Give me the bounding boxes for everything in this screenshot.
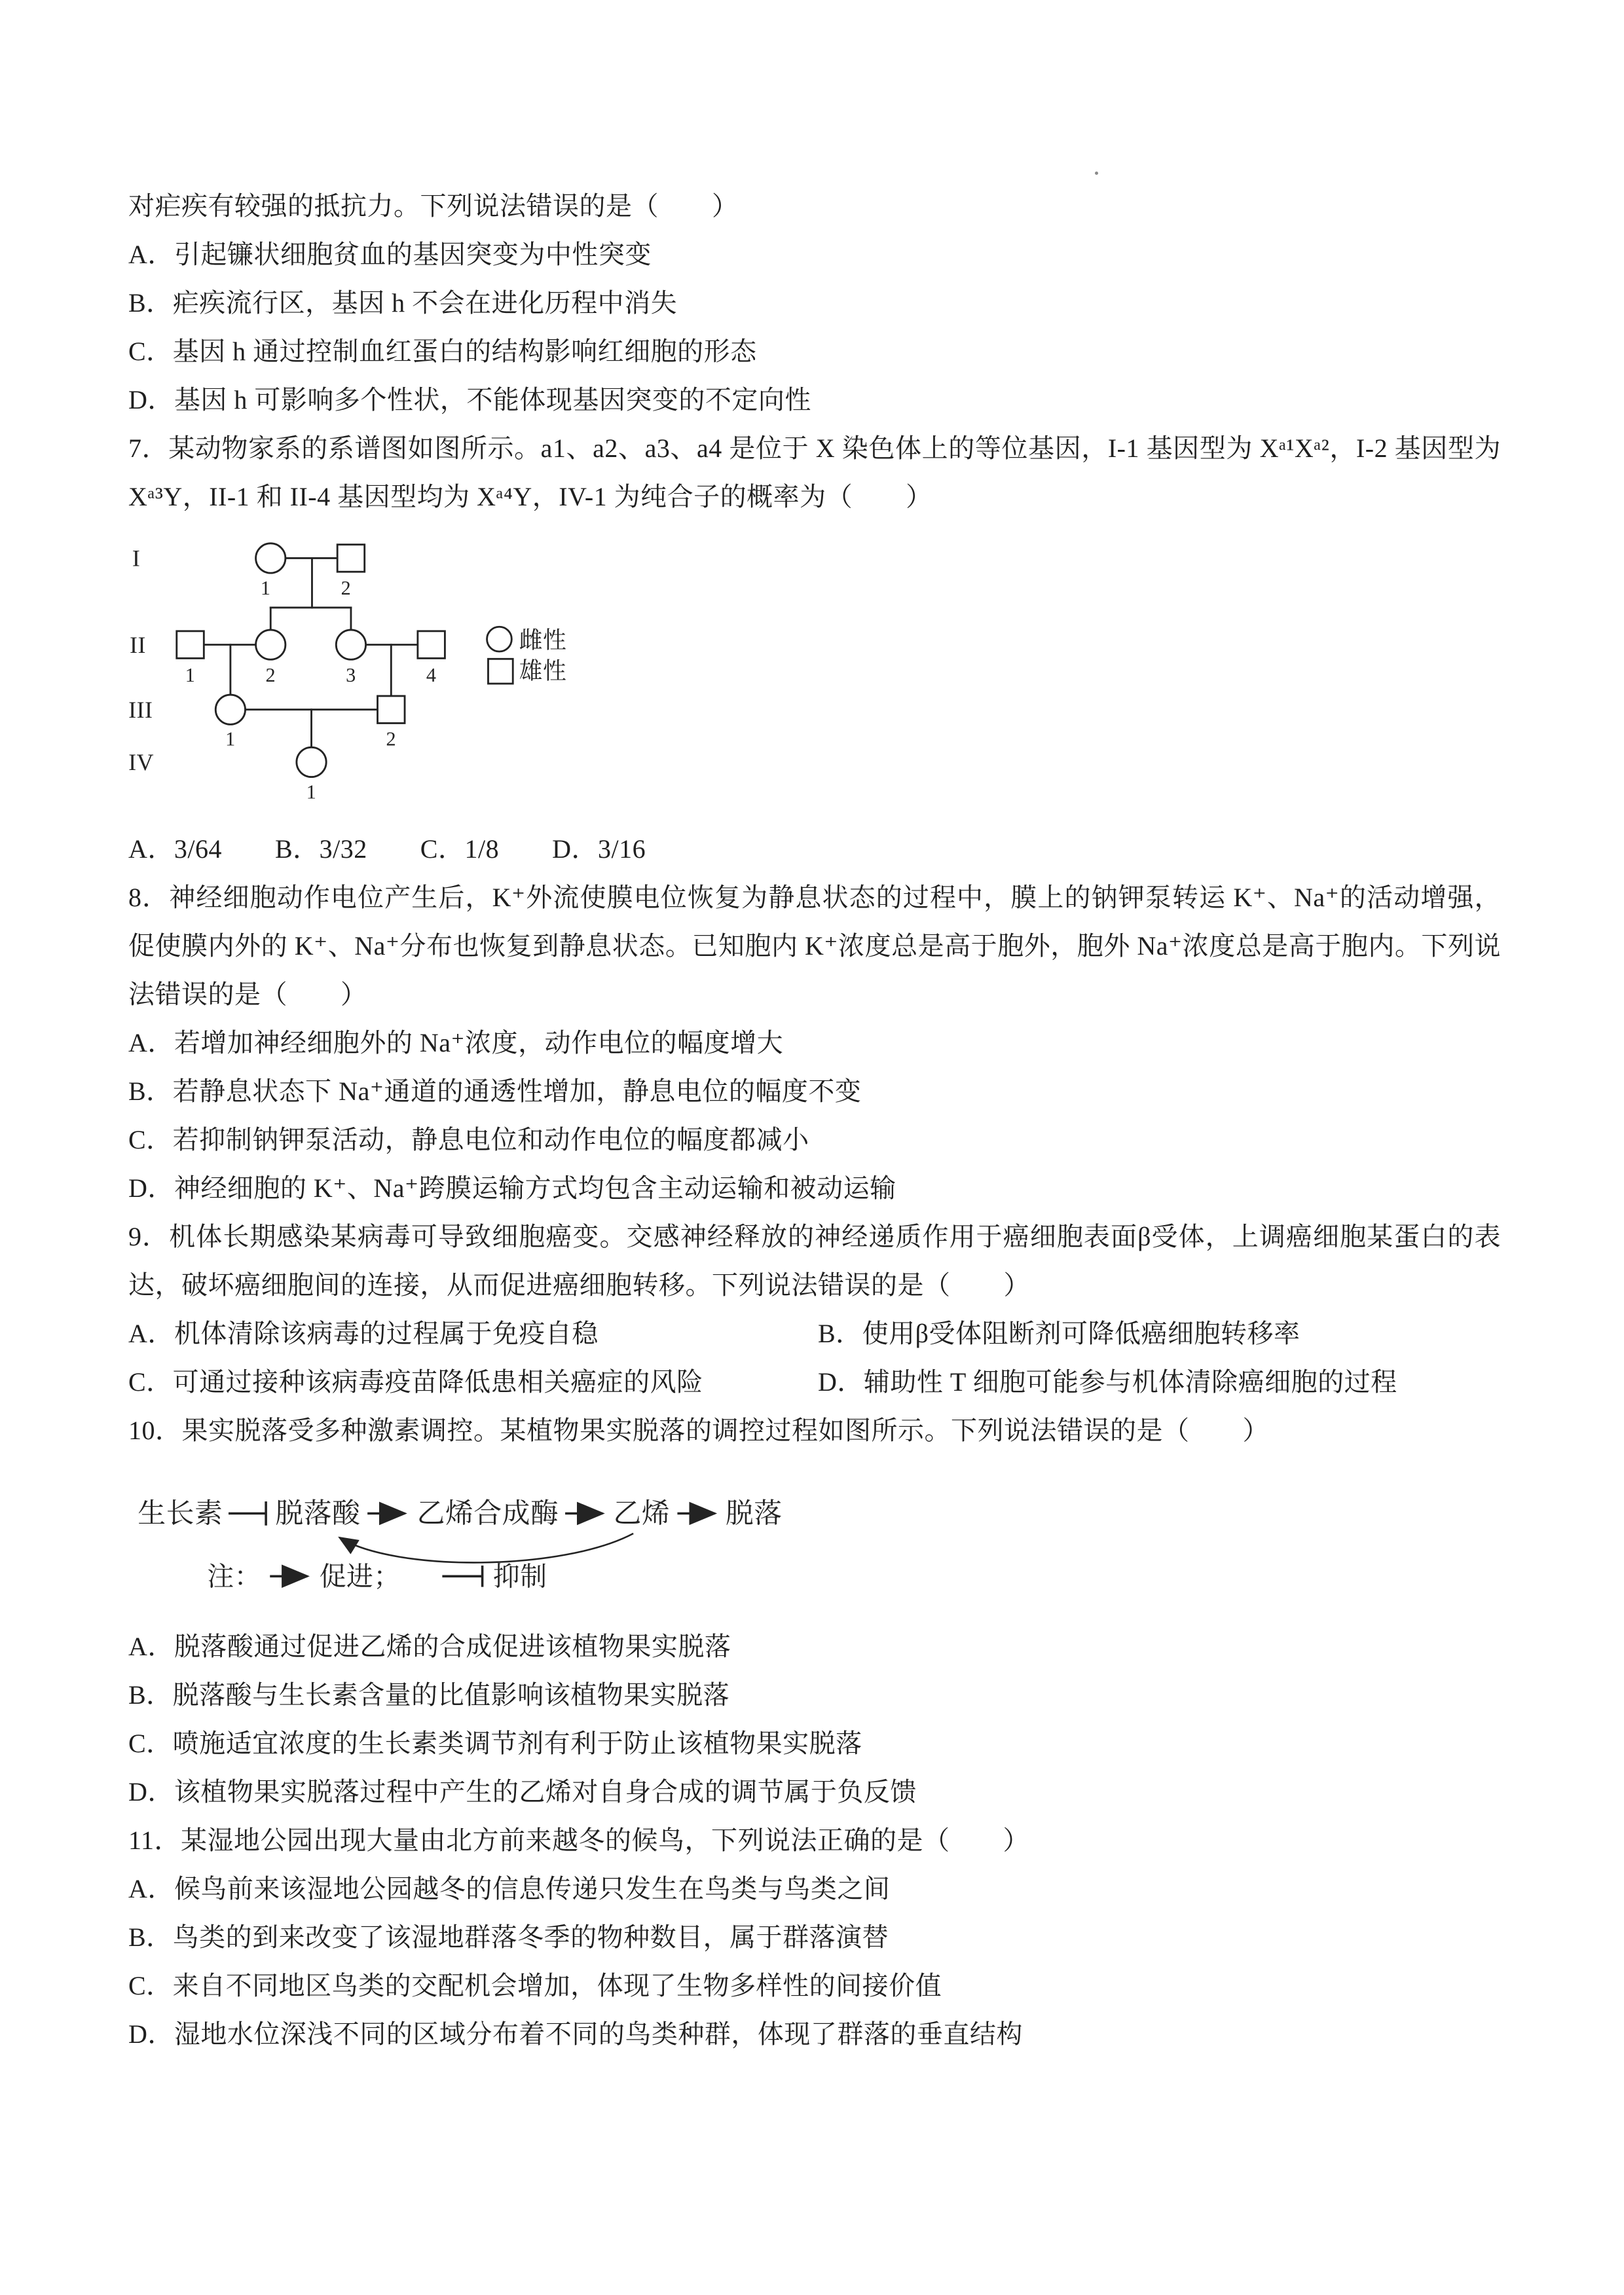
q10-option-d: D．该植物果实脱落过程中产生的乙烯对自身合成的调节属于负反馈	[128, 1777, 917, 1807]
q10-stem: 10．果实脱落受多种激素调控。某植物果实脱落的调控过程如图所示。下列说法错误的是（ ）	[128, 1416, 1269, 1445]
q6-option-a: A．引起镰状细胞贫血的基因突变为中性突变	[128, 240, 652, 269]
legend-male-label: 雄性	[519, 657, 567, 684]
q6-option-c: C．基因 h 通过控制血红蛋白的结构影响红细胞的形态	[128, 337, 757, 366]
note-label: 注：	[207, 1562, 261, 1592]
pedigree-num: 2	[341, 577, 352, 600]
gen-label-4: IV	[128, 749, 154, 776]
pedigree-num: 1	[260, 577, 271, 600]
pedigree-num: 2	[265, 664, 276, 687]
legend-female-label: 雌性	[519, 627, 567, 653]
node-auxin: 生长素	[138, 1498, 223, 1530]
q9-option-c: C．可通过接种该病毒疫苗降低患相关癌症的风险	[128, 1367, 703, 1397]
pedigree-num: 1	[225, 727, 236, 750]
q6-option-b: B．疟疾流行区，基因 h 不会在进化历程中消失	[128, 288, 678, 318]
q7-options-inline: A．3/64 B．3/32 C．1/8 D．3/16	[128, 834, 646, 864]
q10-option-a: A．脱落酸通过促进乙烯的合成促进该植物果实脱落	[128, 1632, 731, 1661]
node-abscisic-acid: 脱落酸	[275, 1498, 361, 1530]
q9-stem: 9．机体长期感染某病毒可导致细胞癌变。交感神经释放的神经递质作用于癌细胞表面β受体，上调癌细胞某蛋白的表达，破坏癌细胞间的连接，从而促进癌细胞转移。下列说法错误的是（ ）	[128, 1222, 1501, 1300]
scan-artifact-dot	[1095, 172, 1098, 175]
q11-option-a: A．候鸟前来该湿地公园越冬的信息传递只发生在鸟类与鸟类之间	[128, 1874, 891, 1903]
gen-label-1: I	[132, 545, 141, 572]
question-9	[128, 1213, 1501, 1406]
hormone-diagram-figure	[128, 1467, 1501, 1616]
pedigree-chart	[128, 530, 660, 805]
q9-option-b: B．使用β受体阻断剂可降低癌细胞转移率	[818, 1319, 1301, 1348]
question-10	[128, 1406, 1501, 1816]
q9-option-d: D．辅助性 T 细胞可能参与机体清除癌细胞的过程	[818, 1367, 1397, 1397]
pedigree-num: 3	[346, 664, 356, 687]
q10-option-c: C．喷施适宜浓度的生长素类调节剂有利于防止该植物果实脱落	[128, 1729, 862, 1758]
gen-label-3: III	[128, 696, 153, 723]
q6-stem: 对疟疾有较强的抵抗力。下列说法错误的是（ ）	[128, 191, 739, 221]
q8-option-d: D．神经细胞的 K⁺、Na⁺跨膜运输方式均包含主动运输和被动运输	[128, 1173, 896, 1203]
q8-option-c: C．若抑制钠钾泵活动，静息电位和动作电位的幅度都减小	[128, 1125, 809, 1154]
q9-options-row-1	[128, 1310, 1501, 1358]
hormone-pathway-chart	[128, 1467, 796, 1600]
gen-label-2: II	[130, 631, 146, 658]
q7-stem: 7．某动物家系的系谱图如图所示。a1、a2、a3、a4 是位于 X 染色体上的等位基因，I-1 基因型为 Xᵃ¹Xᵃ²，I-2 基因型为 Xᵃ³Y，II-1 和 II-4 基因型均为 Xᵃ⁴Y，IV-1 为纯合子的概率为（ ）	[128, 433, 1501, 511]
exam-content	[128, 182, 1501, 2059]
pedigree-num: 4	[426, 664, 437, 687]
question-8	[128, 873, 1501, 1213]
q11-option-d: D．湿地水位深浅不同的区域分布着不同的鸟类种群，体现了群落的垂直结构	[128, 2019, 1023, 2049]
pedigree-figure	[128, 530, 1501, 821]
q11-option-b: B．鸟类的到来改变了该湿地群落冬季的物种数目，属于群落演替	[128, 1922, 889, 1952]
question-6	[128, 182, 1501, 424]
note-inhibit-label: 抑制	[492, 1562, 547, 1592]
pedigree-num: 1	[306, 780, 317, 803]
q8-option-a: A．若增加神经细胞外的 Na⁺浓度，动作电位的幅度增大	[128, 1028, 784, 1057]
q8-option-b: B．若静息状态下 Na⁺通道的通透性增加，静息电位的幅度不变	[128, 1076, 862, 1106]
q11-stem: 11．某湿地公园出现大量由北方前来越冬的候鸟，下列说法正确的是（ ）	[128, 1826, 1030, 1855]
node-ethylene: 乙烯	[613, 1498, 671, 1530]
pedigree-num: 2	[386, 727, 397, 750]
question-7	[128, 424, 1501, 873]
q10-option-b: B．脱落酸与生长素含量的比值影响该植物果实脱落	[128, 1680, 730, 1710]
question-11	[128, 1816, 1501, 2059]
node-abscission: 脱落	[725, 1498, 783, 1530]
q9-options-row-2	[128, 1358, 1501, 1406]
q6-option-d: D．基因 h 可影响多个性状，不能体现基因突变的不定向性	[128, 385, 811, 414]
note-promote-label: 促进；	[319, 1562, 401, 1592]
node-ethylene-synthase: 乙烯合成酶	[416, 1498, 559, 1530]
pedigree-num: 1	[185, 664, 196, 687]
q9-option-a: A．机体清除该病毒的过程属于免疫自稳	[128, 1319, 599, 1348]
q11-option-c: C．来自不同地区鸟类的交配机会增加，体现了生物多样性的间接价值	[128, 1971, 942, 2000]
q8-stem: 8．神经细胞动作电位产生后，K⁺外流使膜电位恢复为静息状态的过程中，膜上的钠钾泵转运 K⁺、Na⁺的活动增强，促使膜内外的 K⁺、Na⁺分布也恢复到静息状态。已知胞内 K⁺浓度总是高于胞外，胞外 Na⁺浓度总是高于胞内。下列说法错误的是（ ）	[128, 883, 1501, 1009]
